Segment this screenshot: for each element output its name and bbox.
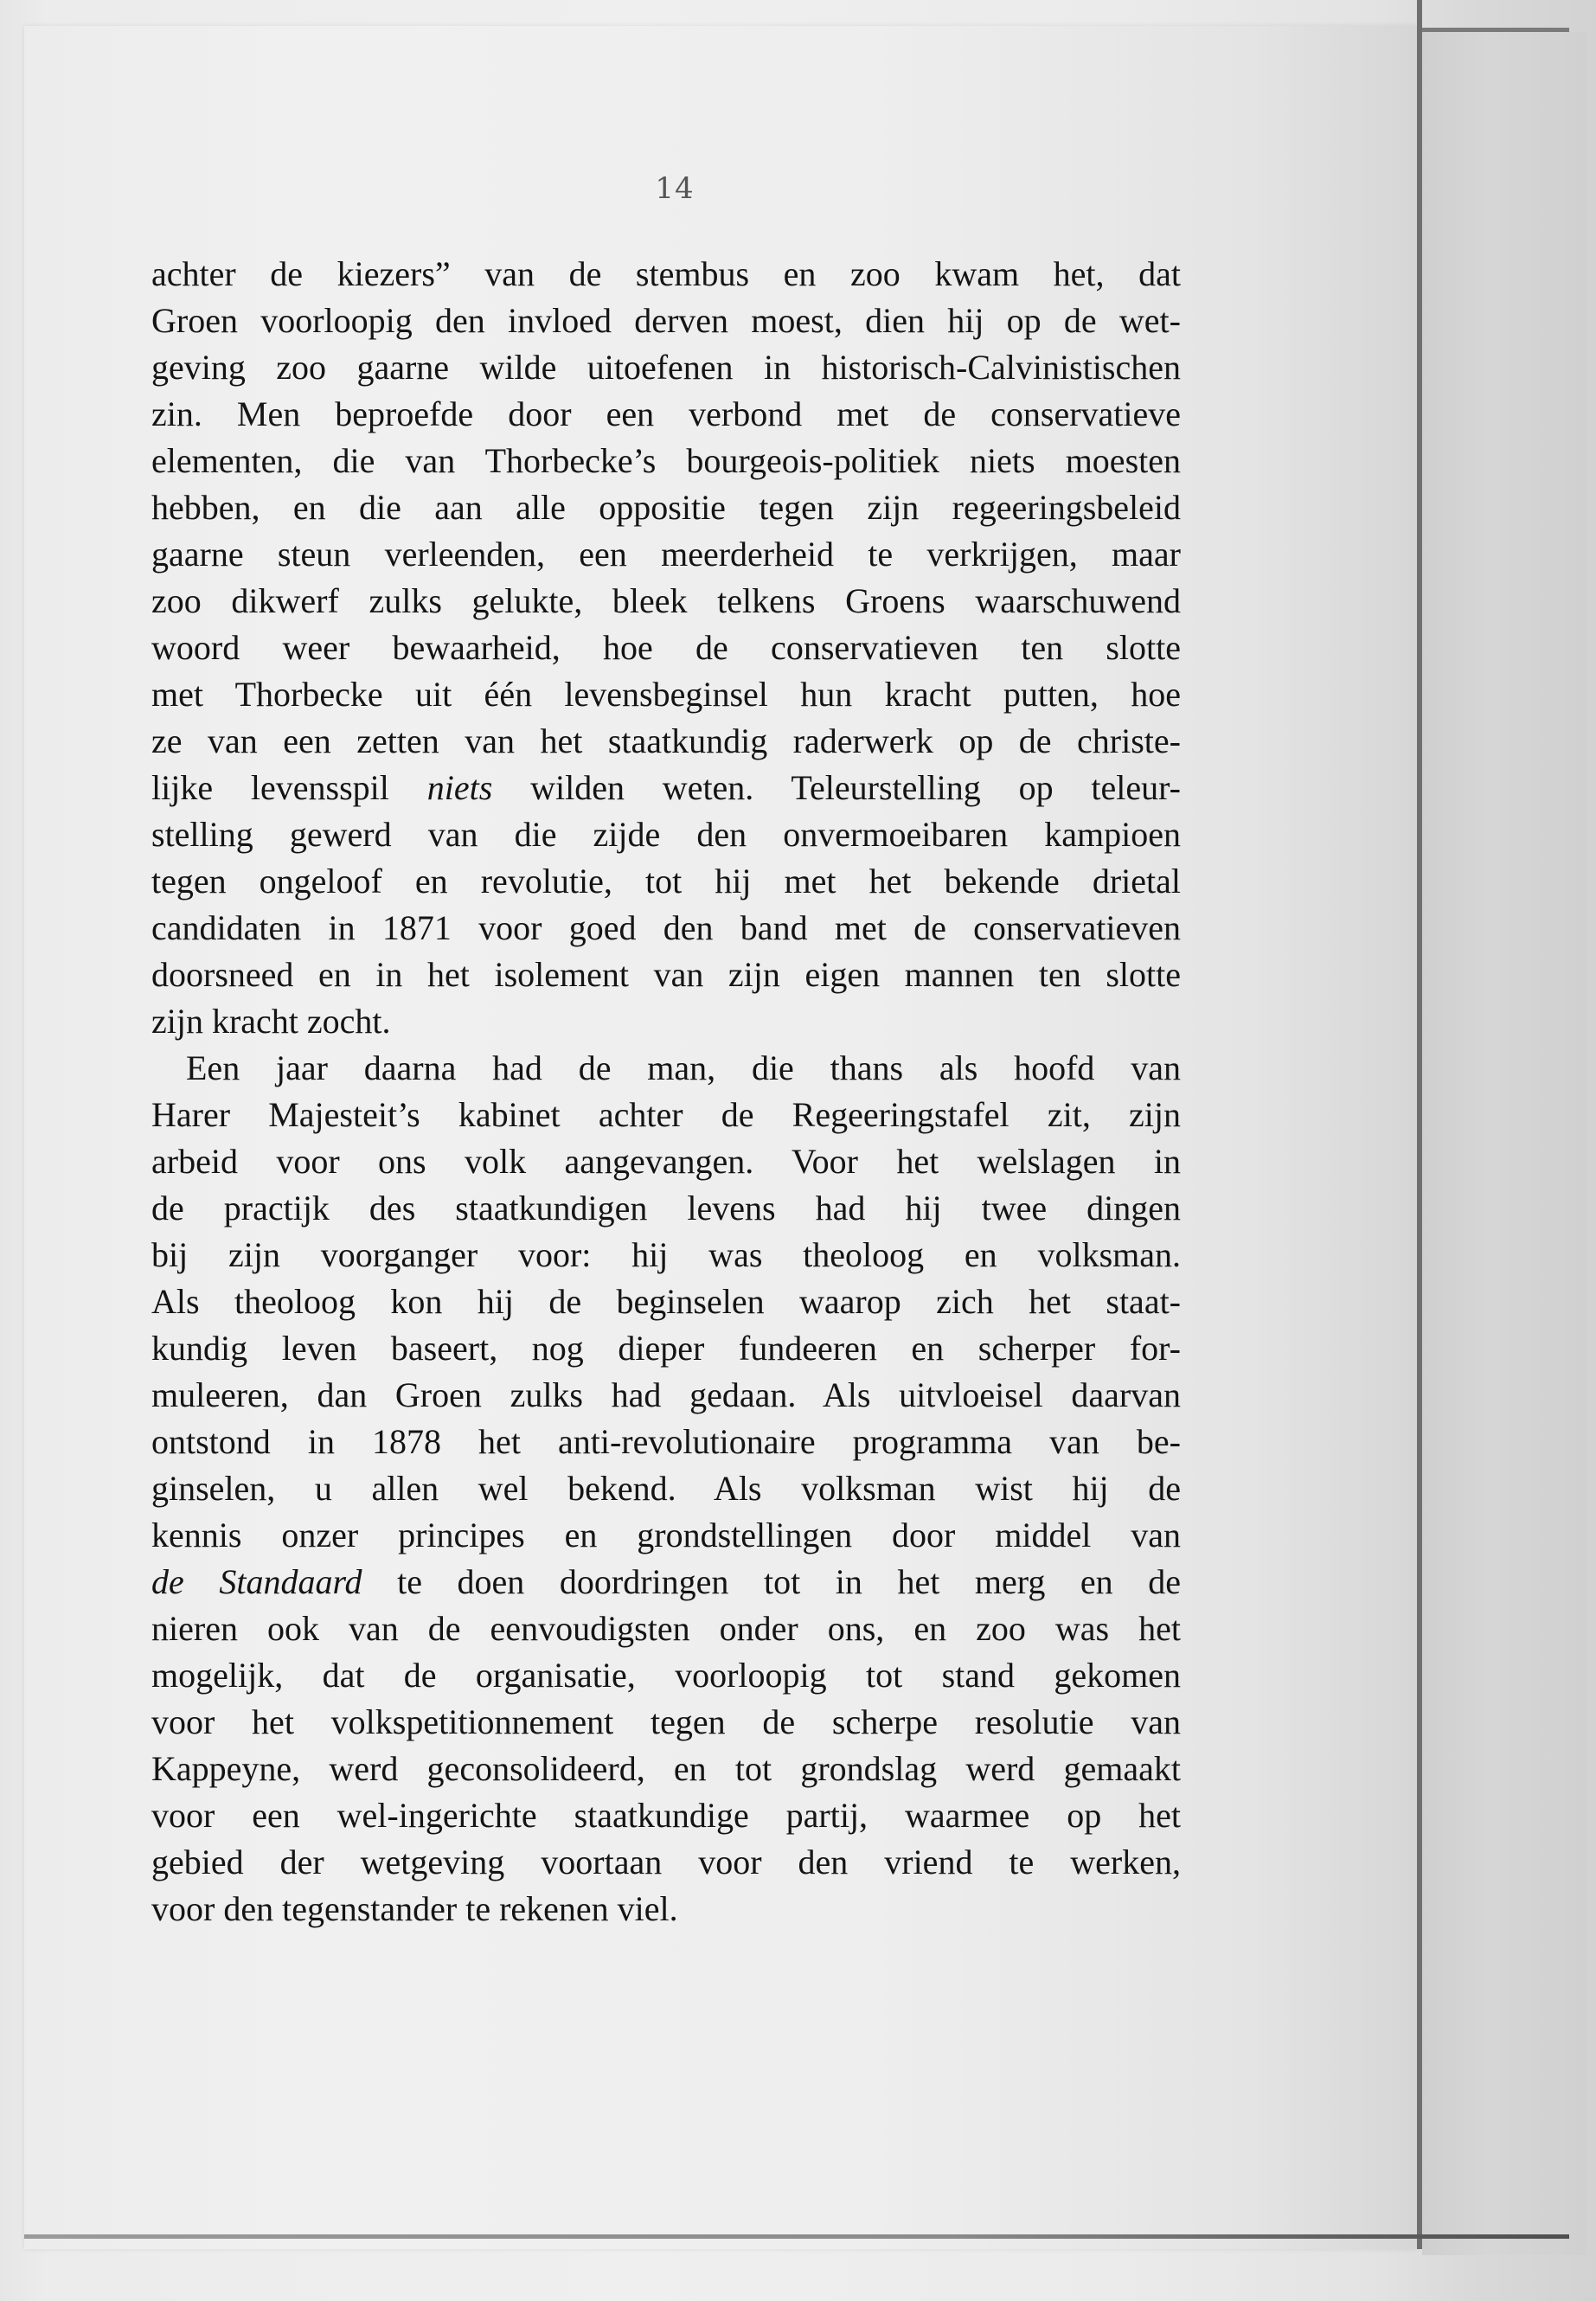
book-top-edge	[1422, 28, 1569, 32]
text-line: arbeid voor ons volk aangevangen. Voor het welslagen in	[151, 1142, 1181, 1181]
emphasis-de-standaard: de Standaard	[151, 1562, 362, 1601]
page-number: 14	[655, 171, 695, 206]
book-bottom-edge	[24, 2234, 1569, 2239]
paragraph-end-line: zijn kracht zocht.	[151, 1002, 391, 1041]
text-segment: te doen doordringen tot in het merg en de	[397, 1562, 1181, 1601]
text-line: Harer Majesteit’s kabinet achter de Regeeringstafel zit, zijn	[151, 1095, 1181, 1134]
book-spine-shadow	[1417, 0, 1422, 2249]
text-line: bij zijn voorganger voor: hij was theoloog en volksman.	[151, 1235, 1181, 1274]
text-line: Als theoloog kon hij de beginselen waarop zich het staat-	[151, 1282, 1181, 1321]
text-line: zoo dikwerf zulks gelukte, bleek telkens Groens waarschuwend	[151, 581, 1181, 620]
text-line: voor een wel-ingerichte staatkundige partij, waarmee op het	[151, 1796, 1181, 1835]
text-line: Kappeyne, werd geconsolideerd, en tot grondslag werd gemaakt	[151, 1749, 1181, 1788]
text-line: nieren ook van de eenvoudigsten onder ons, en zoo was het	[151, 1609, 1181, 1648]
text-line: elementen, die van Thorbecke’s bourgeois-politiek niets moesten	[151, 441, 1181, 480]
text-line-with-emphasis	[151, 1559, 1181, 1606]
text-line: woord weer bewaarheid, hoe de conservatieven ten slotte	[151, 628, 1181, 667]
text-line: met Thorbecke uit één levensbeginsel hun kracht putten, hoe	[151, 675, 1181, 714]
text-line: hebben, en die aan alle oppositie tegen zijn regeeringsbeleid	[151, 488, 1181, 527]
text-line: kennis onzer principes en grondstellingen door middel van	[151, 1516, 1181, 1554]
text-line: de practijk des staatkundigen levens had hij twee dingen	[151, 1189, 1181, 1227]
text-line: gaarne steun verleenden, een meerderheid te verkrijgen, maar	[151, 535, 1181, 574]
text-line: geving zoo gaarne wilde uitoefenen in historisch-Calvinistischen	[151, 348, 1181, 387]
text-line: voor het volkspetitionnement tegen de scherpe resolutie van	[151, 1702, 1181, 1741]
paragraph-start-line: Een jaar daarna had de man, die thans als hoofd van	[186, 1048, 1181, 1087]
text-line: achter de kiezers” van de stembus en zoo kwam het, dat	[151, 254, 1181, 293]
text-segment: wilden weten. Teleurstelling op teleur-	[530, 768, 1181, 807]
text-line: gebied der wetgeving voortaan voor den vriend te werken,	[151, 1843, 1181, 1881]
text-line: zin. Men beproefde door een verbond met de conservatieve	[151, 394, 1181, 433]
text-line: stelling gewerd van die zijde den onvermoeibaren kampioen	[151, 815, 1181, 854]
text-line: tegen ongeloof en revolutie, tot hij met het bekende drietal	[151, 862, 1181, 901]
text-segment: lijke levensspil	[151, 768, 389, 807]
text-line: mogelijk, dat de organisatie, voorloopig tot stand gekomen	[151, 1656, 1181, 1695]
text-line: Groen voorloopig den invloed derven moest, dien hij op de wet-	[151, 301, 1181, 340]
text-line: ontstond in 1878 het anti-revolutionaire programma van be-	[151, 1422, 1181, 1461]
right-page-edge	[1422, 32, 1586, 2255]
emphasis-niets: niets	[426, 768, 493, 807]
text-line-with-emphasis	[151, 765, 1181, 811]
paragraph-end-line: voor den tegenstander te rekenen viel.	[151, 1889, 678, 1928]
text-line: ze van een zetten van het staatkundig raderwerk op de christe-	[151, 721, 1181, 760]
text-line: muleeren, dan Groen zulks had gedaan. Als uitvloeisel daarvan	[151, 1375, 1181, 1414]
text-line: candidaten in 1871 voor goed den band met de conservatieven	[151, 908, 1181, 947]
body-text	[151, 251, 1181, 1932]
text-line: doorsneed en in het isolement van zijn eigen mannen ten slotte	[151, 955, 1181, 994]
text-line: kundig leven baseert, nog dieper fundeeren en scherper for-	[151, 1329, 1181, 1368]
text-line: ginselen, u allen wel bekend. Als volksman wist hij de	[151, 1469, 1181, 1508]
